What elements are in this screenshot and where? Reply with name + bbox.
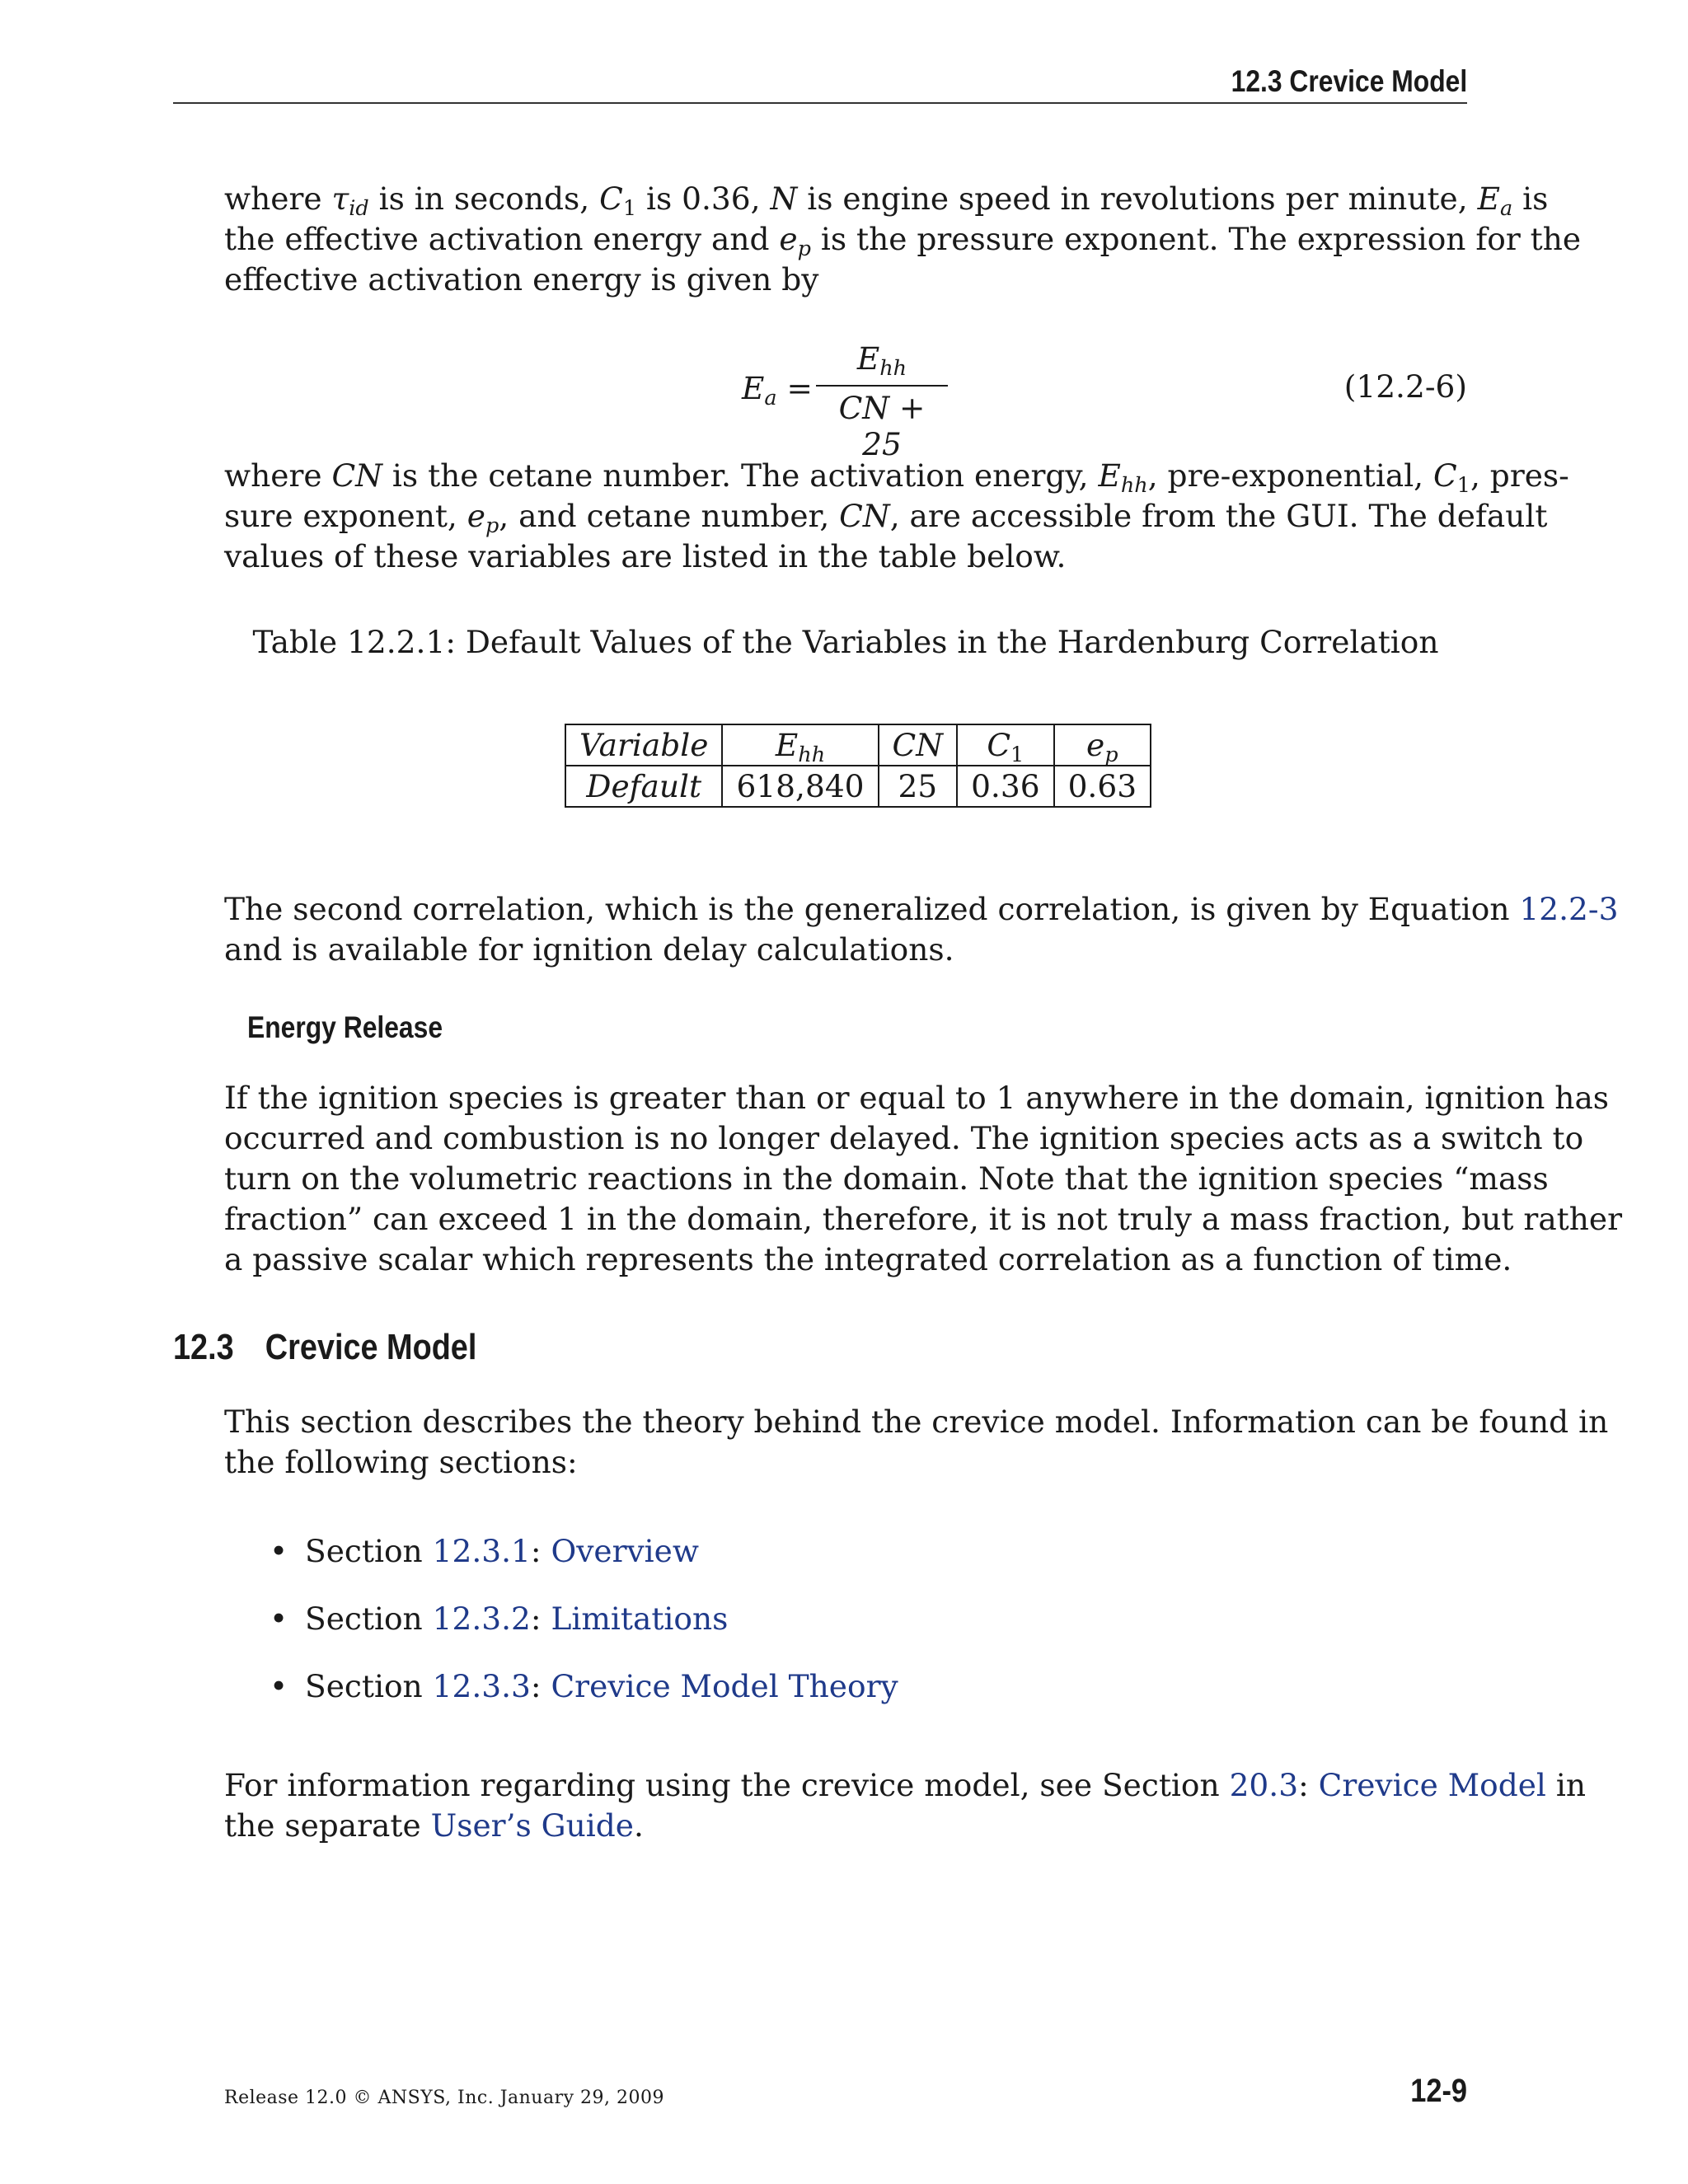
table-caption: Table 12.2.1: Default Values of the Variables in the Hardenburg Correlation — [252, 624, 1439, 660]
section-link-12-3-2[interactable]: 12.3.2 — [432, 1601, 531, 1637]
running-header-title: 12.3 Crevice Model — [1231, 64, 1467, 98]
text-line: and is available for ignition delay calculations. — [224, 931, 954, 968]
text-line: occurred and combustion is no longer delayed. The ignition species acts as a switch to — [224, 1120, 1584, 1156]
table-cell: Default — [565, 766, 722, 807]
table-cell: $e_p$ — [1054, 724, 1151, 766]
equation-12-2-6 — [725, 340, 1467, 462]
equation-numerator: $E_{hh}$ — [856, 340, 907, 382]
section-link-12-3-1[interactable]: 12.3.1 — [432, 1533, 531, 1569]
subheading-energy-release: Energy Release — [247, 1010, 443, 1044]
list-item: • Section 12.3.1: Overview — [224, 1531, 898, 1599]
defaults-table — [565, 724, 1151, 808]
text-line: a passive scalar which represents the integrated correlation as a function of time. — [224, 1241, 1512, 1277]
section-heading — [173, 1327, 476, 1368]
section-link-list — [224, 1531, 898, 1734]
page-number: 12-9 — [1410, 2073, 1467, 2109]
table-cell: 0.63 — [1054, 766, 1151, 807]
text-line: the separate User’s Guide. — [224, 1807, 644, 1844]
section-link-crevice-model-theory[interactable]: Crevice Model Theory — [551, 1668, 898, 1704]
text-line: turn on the volumetric reactions in the domain. Note that the ignition species “mass — [224, 1160, 1549, 1197]
paragraph-energy-release — [224, 1078, 1623, 1280]
text-line: fraction” can exceed 1 in the domain, therefore, it is not truly a mass fraction, but rather — [224, 1201, 1623, 1237]
equation-denominator: CN + 25 — [838, 390, 926, 462]
list-item: • Section 12.3.2: Limitations — [224, 1599, 898, 1666]
section-link-20-3[interactable]: 20.3 — [1229, 1767, 1299, 1803]
fraction-bar — [816, 385, 948, 387]
text-line: effective activation energy is given by — [224, 261, 819, 298]
paragraph-second-correlation — [224, 889, 1619, 970]
text-line: The second correlation, which is the generalized correlation, is given by Equation 12.2-3 — [224, 891, 1619, 927]
paragraph-users-guide — [224, 1765, 1586, 1846]
running-header — [173, 64, 1467, 104]
bullet: • — [270, 1668, 288, 1704]
text-line: values of these variables are listed in the table below. — [224, 538, 1067, 574]
footer-release-info: Release 12.0 © ANSYS, Inc. January 29, 2009 — [224, 2088, 664, 2108]
table-cell: $E_{hh}$ — [722, 724, 878, 766]
users-guide-link[interactable]: User’s Guide — [430, 1807, 634, 1844]
text-line: the following sections: — [224, 1444, 578, 1480]
section-link-limitations[interactable]: Limitations — [551, 1601, 729, 1637]
table-cell: 0.36 — [957, 766, 1054, 807]
text-line: where CN is the cetane number. The activation energy, $E_{hh}$, pre-exponential, $C_1$, pres- — [224, 457, 1569, 499]
text-line: This section describes the theory behind the crevice model. Information can be found in — [224, 1404, 1609, 1440]
table-cell: CN — [879, 724, 958, 766]
equation-lhs: $E_a$ = — [742, 370, 813, 411]
text-line: sure exponent, $e_p$, and cetane number, CN, are accessible from the GUI. The default — [224, 498, 1548, 539]
paragraph-ignition-delay-vars — [224, 179, 1582, 300]
section-number: 12.3 — [173, 1327, 234, 1367]
equation-link-12-2-3[interactable]: 12.2-3 — [1519, 891, 1619, 927]
section-link-overview[interactable]: Overview — [551, 1533, 699, 1569]
section-link-crevice-model[interactable]: Crevice Model — [1318, 1767, 1546, 1803]
table-row — [565, 766, 1151, 807]
section-title: Crevice Model — [265, 1327, 477, 1367]
text-line: If the ignition species is greater than or equal to 1 anywhere in the domain, ignition has — [224, 1080, 1610, 1116]
table-cell: 25 — [879, 766, 958, 807]
table-cell: Variable — [565, 724, 722, 766]
bullet: • — [270, 1533, 288, 1569]
text-line: the effective activation energy and $e_p$ is the pressure exponent. The expression for the — [224, 221, 1582, 262]
list-item: • Section 12.3.3: Crevice Model Theory — [224, 1666, 898, 1734]
table-cell: 618,840 — [722, 766, 878, 807]
equation-number: (12.2-6) — [1343, 368, 1467, 405]
table-cell: $C_1$ — [957, 724, 1054, 766]
equation-fraction — [816, 340, 948, 462]
paragraph-crevice-intro — [224, 1402, 1609, 1483]
section-link-12-3-3[interactable]: 12.3.3 — [432, 1668, 531, 1704]
text-line: where $\tau_{id}$ is in seconds, $C_1$ is 0.36, N is engine speed in revolutions per minute, $E_a$ is — [224, 180, 1549, 222]
text-line: For information regarding using the crevice model, see Section 20.3: Crevice Model in — [224, 1767, 1586, 1803]
table-row — [565, 724, 1151, 766]
bullet: • — [270, 1601, 288, 1637]
paragraph-cetane — [224, 456, 1569, 577]
